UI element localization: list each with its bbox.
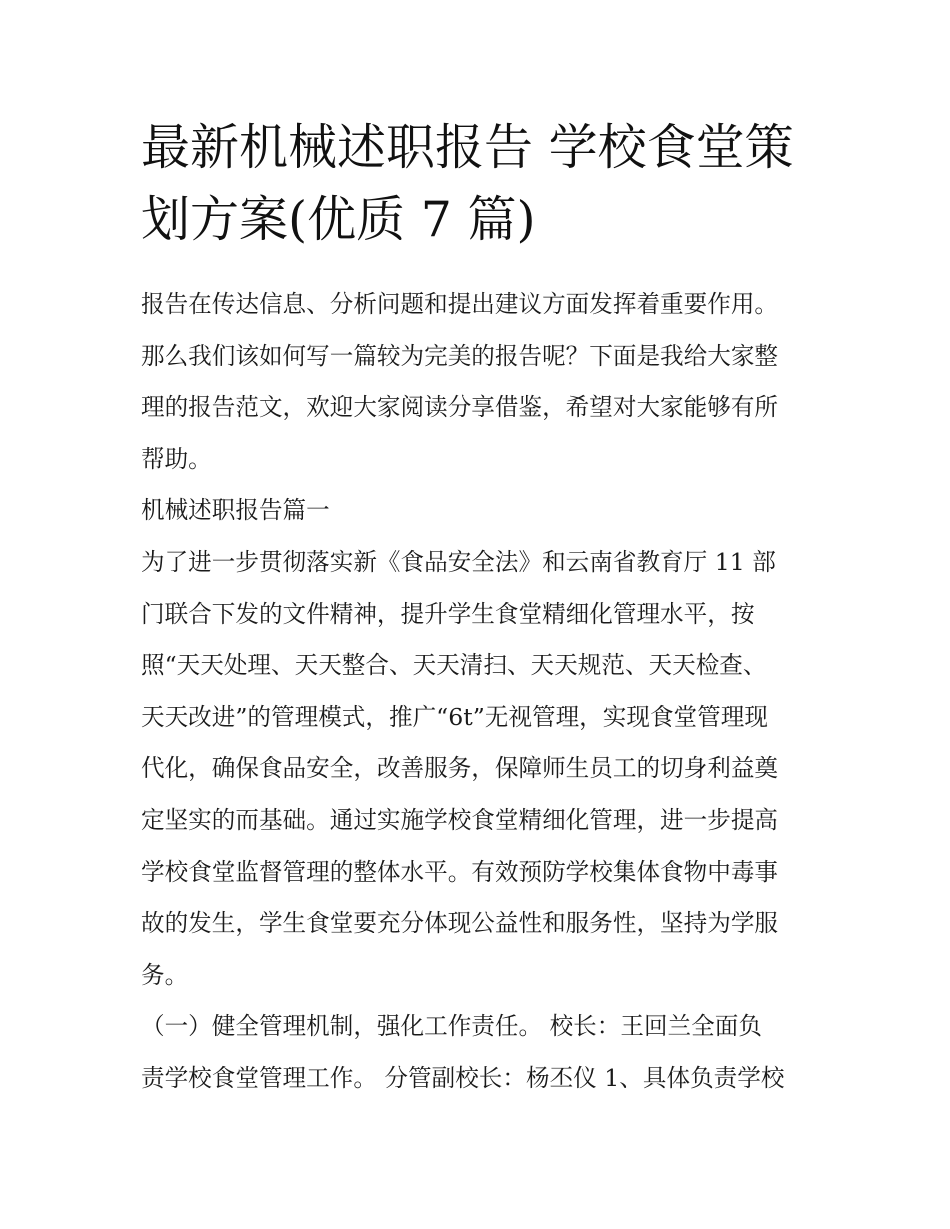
- body-paragraph: [141, 537, 821, 1001]
- text-line: 责学校食堂管理工作。 分管副校长：杨丕仪 1、具体负责学校: [141, 1063, 785, 1092]
- text-line: 机械述职报告篇一: [141, 496, 330, 525]
- text-line: 理的报告范文，欢迎大家阅读分享借鉴，希望对大家能够有所: [141, 393, 779, 422]
- text-line: 天天改进”的管理模式，推广“6t”无视管理，实现食堂管理现: [141, 702, 768, 731]
- text-line: 帮助。: [141, 444, 212, 473]
- text-line: 为了进一步贯彻落实新《食品安全法》和云南省教育厅 11 部: [141, 547, 776, 576]
- title-line-1: 最新机械述职报告 学校食堂策: [141, 119, 794, 176]
- intro-paragraph: [141, 279, 821, 485]
- title-line-2: 划方案(优质 7 篇): [141, 191, 536, 248]
- document-title: [141, 112, 831, 256]
- document-body: [141, 279, 821, 1105]
- text-line: 定坚实的而基础。通过实施学校食堂精细化管理，进一步提高: [141, 805, 779, 834]
- section-heading: [141, 485, 821, 537]
- text-line: 代化，确保食品安全，改善服务，保障师生员工的切身利益奠: [141, 754, 779, 783]
- text-line: 报告在传达信息、分析问题和提出建议方面发挥着重要作用。: [141, 290, 779, 318]
- text-line: 照“天天处理、天天整合、天天清扫、天天规范、天天检查、: [141, 651, 767, 680]
- text-line: 故的发生，学生食堂要充分体现公益性和服务性，坚持为学服: [141, 909, 779, 938]
- text-line: 那么我们该如何写一篇较为完美的报告呢？下面是我给大家整: [141, 341, 779, 370]
- text-line: 务。: [141, 960, 189, 989]
- text-line: 门联合下发的文件精神，提升学生食堂精细化管理水平，按: [141, 599, 755, 628]
- text-line: （一）健全管理机制，强化工作责任。 校长：王回兰全面负: [141, 1012, 762, 1041]
- text-line: 学校食堂监督管理的整体水平。有效预防学校集体食物中毒事: [141, 857, 779, 886]
- body-paragraph: [141, 1001, 821, 1104]
